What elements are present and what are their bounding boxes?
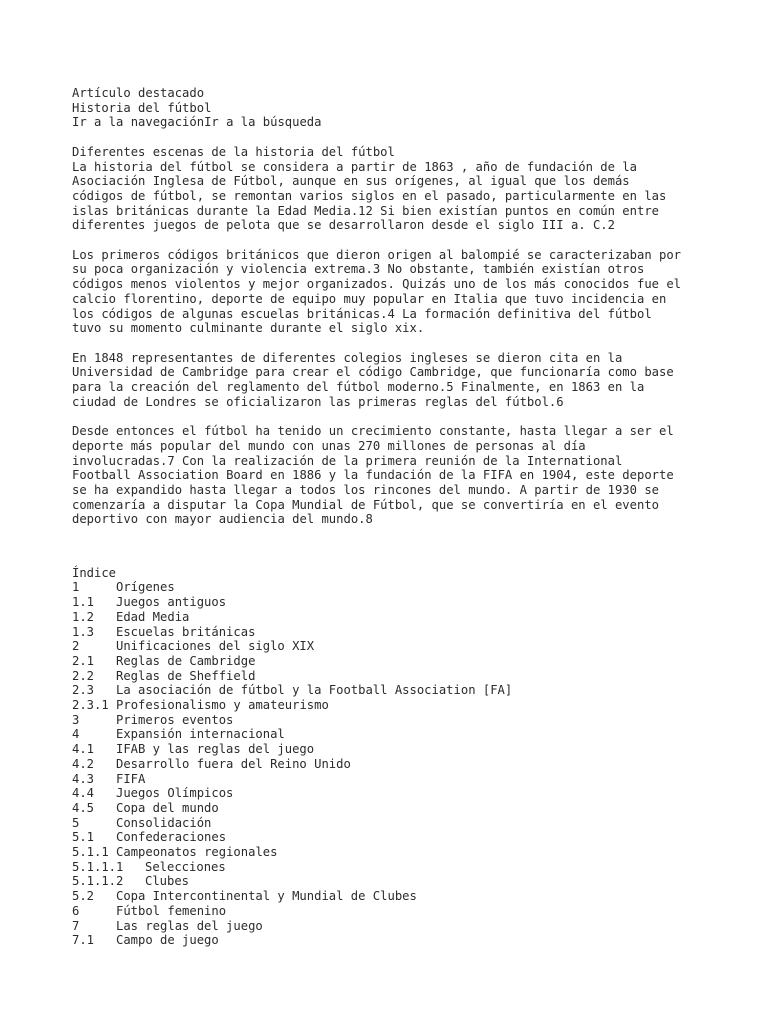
toc-item-label: Campo de juego bbox=[116, 933, 219, 948]
paragraph-line: involucradas.7 Con la realización de la primera reunión de la International bbox=[72, 453, 623, 468]
toc-item-label: Copa Intercontinental y Mundial de Clubes bbox=[116, 889, 417, 904]
toc-item-label: Desarrollo fuera del Reino Unido bbox=[116, 756, 351, 771]
paragraph-line: comenzaría a disputar la Copa Mundial de Fútbol, que se convertiría en el evento bbox=[72, 497, 659, 512]
toc-item[interactable] bbox=[72, 757, 728, 772]
article-body bbox=[72, 160, 728, 528]
toc-item[interactable] bbox=[72, 801, 728, 816]
toc-item[interactable] bbox=[72, 830, 728, 845]
toc-item-label: FIFA bbox=[116, 771, 146, 786]
toc-item[interactable] bbox=[72, 889, 728, 904]
toc-item[interactable] bbox=[72, 874, 728, 889]
paragraph-line: deportivo con mayor audiencia del mundo.8 bbox=[72, 512, 373, 527]
toc-item-number: 4.1 bbox=[72, 742, 95, 757]
paragraph-line: tuvo su momento culminante durante el siglo xix. bbox=[72, 321, 425, 336]
paragraph-line: su poca organización y violencia extrema.3 No obstante, también existían otros bbox=[72, 262, 645, 277]
paragraph-line: Football Association Board en 1886 y la fundación de la FIFA en 1904, este deporte bbox=[72, 468, 674, 483]
toc-item-number: 2.3 bbox=[72, 683, 95, 698]
toc-item-number: 5 bbox=[72, 815, 80, 830]
paragraph-line: Asociación Inglesa de Fútbol, aunque en sus orígenes, al igual que los demás bbox=[72, 174, 630, 189]
toc-item-number: 4.2 bbox=[72, 756, 95, 771]
toc-item-number: 4.4 bbox=[72, 786, 95, 801]
toc-item[interactable] bbox=[72, 786, 728, 801]
toc-item-label: Expansión internacional bbox=[116, 727, 285, 742]
toc-item[interactable] bbox=[72, 610, 728, 625]
toc-item-number: 5.1.1.1 bbox=[72, 859, 124, 874]
paragraph-line: Universidad de Cambridge para crear el código Cambridge, que funcionaría como base bbox=[72, 365, 674, 380]
toc-item-number: 1.2 bbox=[72, 609, 95, 624]
toc-item-label: Fútbol femenino bbox=[116, 903, 227, 918]
toc-item[interactable] bbox=[72, 683, 728, 698]
toc-item-number: 5.1 bbox=[72, 830, 95, 845]
toc-item[interactable] bbox=[72, 772, 728, 787]
toc-item-label: Edad Media bbox=[116, 609, 190, 624]
toc-item-number: 7 bbox=[72, 918, 80, 933]
toc-item-number: 1 bbox=[72, 580, 80, 595]
toc-item-number: 2.3.1 bbox=[72, 698, 109, 713]
paragraph-line: calcio florentino, deporte de equipo muy popular en Italia que tuvo incidencia en bbox=[72, 291, 667, 306]
table-of-contents bbox=[72, 580, 728, 948]
toc-item[interactable] bbox=[72, 669, 728, 684]
toc-item[interactable] bbox=[72, 713, 728, 728]
toc-item-label: Profesionalismo y amateurismo bbox=[116, 698, 329, 713]
paragraph-line: ciudad de Londres se oficializaron las primeras reglas del fútbol.6 bbox=[72, 394, 564, 409]
toc-item-number: 1.1 bbox=[72, 595, 95, 610]
paragraph-line: se ha expandido hasta llegar a todos los rincones del mundo. A partir de 1930 se bbox=[72, 482, 659, 497]
toc-spacer bbox=[109, 698, 116, 713]
toc-item[interactable] bbox=[72, 933, 728, 948]
toc-item[interactable] bbox=[72, 919, 728, 934]
paragraph bbox=[72, 424, 728, 527]
toc-item-number: 4.5 bbox=[72, 800, 95, 815]
toc-item-label: Reglas de Cambridge bbox=[116, 653, 256, 668]
paragraph-line: Desde entonces el fútbol ha tenido un crecimiento constante, hasta llegar a ser el bbox=[72, 424, 674, 439]
toc-item-label: Selecciones bbox=[145, 859, 226, 874]
paragraph bbox=[72, 160, 728, 234]
paragraph-line: islas británicas durante la Edad Media.12 Si bien existían puntos en común entre bbox=[72, 203, 659, 218]
skip-navigation-links[interactable]: Ir a la navegaciónIr a la búsqueda bbox=[72, 115, 322, 130]
toc-item[interactable] bbox=[72, 845, 728, 860]
paragraph-line: La historia del fútbol se considera a partir de 1863 , año de fundación de la bbox=[72, 159, 637, 174]
toc-item-number: 3 bbox=[72, 712, 80, 727]
toc-item-label: Juegos Olímpicos bbox=[116, 786, 234, 801]
paragraph-line: Los primeros códigos británicos que dieron origen al balompié se caracterizaban por bbox=[72, 247, 682, 262]
paragraph-line: deporte más popular del mundo con unas 270 millones de personas al día bbox=[72, 438, 586, 453]
toc-item-label: La asociación de fútbol y la Football Association [FA] bbox=[116, 683, 513, 698]
toc-item-label: Confederaciones bbox=[116, 830, 227, 845]
toc-item-number: 4.3 bbox=[72, 771, 95, 786]
page-title: Historia del fútbol bbox=[72, 100, 212, 115]
toc-item-number: 5.2 bbox=[72, 889, 95, 904]
paragraph-line: códigos de fútbol, se remontan varios siglos en el pasado, particularmente en las bbox=[72, 188, 667, 203]
toc-item[interactable] bbox=[72, 639, 728, 654]
toc-item-label: Clubes bbox=[145, 874, 190, 889]
paragraph-line: los códigos de algunas escuelas británicas.4 La formación definitiva del fútbol bbox=[72, 306, 652, 321]
toc-item-label: IFAB y las reglas del juego bbox=[116, 742, 315, 757]
paragraph bbox=[72, 351, 728, 410]
toc-item[interactable] bbox=[72, 742, 728, 757]
toc-item[interactable] bbox=[72, 698, 728, 713]
toc-item-label: Consolidación bbox=[116, 815, 212, 830]
toc-item[interactable] bbox=[72, 654, 728, 669]
toc-heading: Índice bbox=[72, 565, 117, 580]
toc-item[interactable] bbox=[72, 860, 728, 875]
paragraph bbox=[72, 248, 728, 336]
toc-item-label: Unificaciones del siglo XIX bbox=[116, 639, 315, 654]
paragraph-line: En 1848 representantes de diferentes colegios ingleses se dieron cita en la bbox=[72, 350, 623, 365]
paragraph-line: diferentes juegos de pelota que se desarrollaron desde el siglo III a. C.2 bbox=[72, 218, 615, 233]
paragraph-line: para la creación del reglamento del fútbol moderno.5 Finalmente, en 1863 en la bbox=[72, 380, 645, 395]
toc-item[interactable] bbox=[72, 595, 728, 610]
toc-spacer bbox=[109, 845, 116, 860]
toc-item-label: Escuelas británicas bbox=[116, 624, 256, 639]
toc-item[interactable] bbox=[72, 904, 728, 919]
toc-item-label: Reglas de Sheffield bbox=[116, 668, 256, 683]
featured-article-label: Artículo destacado bbox=[72, 86, 205, 100]
toc-item[interactable] bbox=[72, 580, 728, 595]
toc-item-number: 2.2 bbox=[72, 668, 95, 683]
paragraph-line: códigos menos violentos y mejor organizados. Quizás uno de los más conocidos fue el bbox=[72, 277, 682, 292]
toc-item-number: 6 bbox=[72, 903, 80, 918]
toc-item-number: 4 bbox=[72, 727, 80, 742]
toc-item-label: Orígenes bbox=[116, 580, 175, 595]
toc-item-number: 5.1.1.2 bbox=[72, 874, 124, 889]
toc-item[interactable] bbox=[72, 727, 728, 742]
toc-item-number: 5.1.1 bbox=[72, 845, 109, 860]
toc-item-label: Juegos antiguos bbox=[116, 595, 227, 610]
toc-item[interactable] bbox=[72, 816, 728, 831]
toc-item-number: 2.1 bbox=[72, 653, 95, 668]
toc-item-number: 2 bbox=[72, 639, 80, 654]
toc-item-label: Copa del mundo bbox=[116, 800, 219, 815]
toc-item-number: 1.3 bbox=[72, 624, 95, 639]
toc-item[interactable] bbox=[72, 625, 728, 640]
image-caption: Diferentes escenas de la historia del fútbol bbox=[72, 144, 395, 159]
toc-item-label: Primeros eventos bbox=[116, 712, 234, 727]
toc-item-label: Las reglas del juego bbox=[116, 918, 263, 933]
toc-item-number: 7.1 bbox=[72, 933, 95, 948]
toc-item-label: Campeonatos regionales bbox=[116, 845, 278, 860]
